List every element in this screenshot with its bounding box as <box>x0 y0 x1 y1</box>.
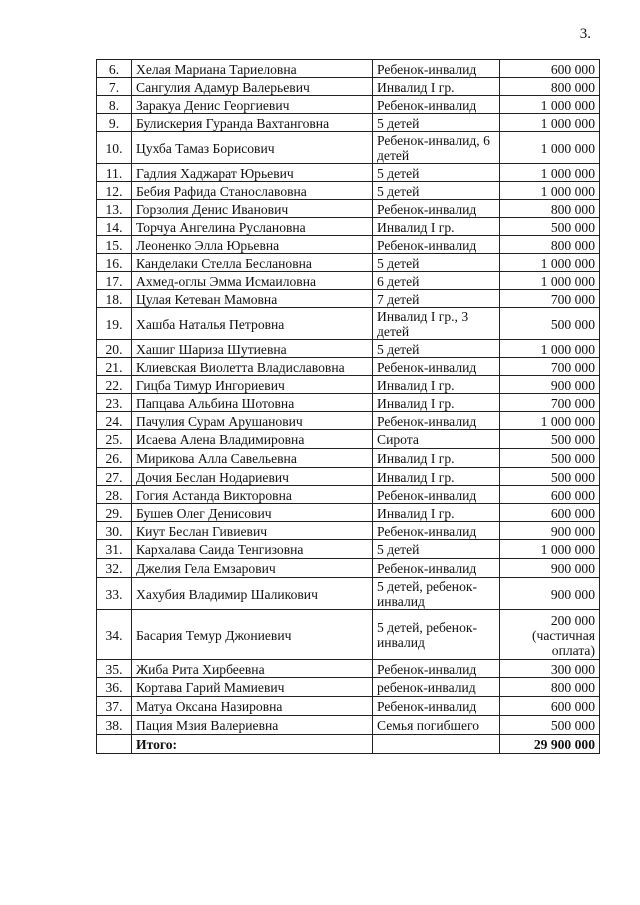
recipient-category: 5 детей <box>373 540 500 559</box>
total-empty-cell <box>373 735 500 754</box>
payment-amount: 1 000 000 <box>500 540 600 559</box>
page-number: 3. <box>579 26 591 42</box>
recipient-name: Джелия Гела Емзарович <box>132 559 373 578</box>
row-number: 27. <box>97 468 132 486</box>
row-number: 21. <box>97 358 132 376</box>
recipient-name: Киут Беслан Гивиевич <box>132 522 373 540</box>
recipient-name: Бушев Олег Денисович <box>132 504 373 522</box>
payment-amount: 1 000 000 <box>500 96 600 114</box>
recipient-category: 5 детей, ребенок-инвалид <box>373 578 500 610</box>
table-row <box>97 114 600 132</box>
recipient-name: Мирикова Алла Савельевна <box>132 449 373 468</box>
recipient-category: 5 детей <box>373 254 500 272</box>
table-row <box>97 60 600 78</box>
recipient-category: Ребенок-инвалид <box>373 697 500 716</box>
recipient-category: 6 детей <box>373 272 500 290</box>
table-row <box>97 254 600 272</box>
recipient-category: Семья погибшего <box>373 716 500 735</box>
recipient-category: Инвалид I гр. <box>373 468 500 486</box>
row-number: 34. <box>97 610 132 660</box>
payment-amount: 200 000 (частичная оплата) <box>500 610 600 660</box>
table-row <box>97 164 600 182</box>
recipient-name: Пация Мзия Валериевна <box>132 716 373 735</box>
recipient-category: 5 детей, ребенок-инвалид <box>373 610 500 660</box>
payment-amount: 1 000 000 <box>500 114 600 132</box>
table-row <box>97 697 600 716</box>
recipient-category: Инвалид I гр. <box>373 394 500 412</box>
row-number: 10. <box>97 132 132 164</box>
recipient-name: Хашиг Шариза Шутиевна <box>132 340 373 358</box>
row-number: 20. <box>97 340 132 358</box>
table-row <box>97 308 600 340</box>
total-amount: 29 900 000 <box>500 735 600 754</box>
table-row <box>97 78 600 96</box>
recipient-category: Ребенок-инвалид <box>373 522 500 540</box>
recipient-category: Ребенок-инвалид <box>373 358 500 376</box>
payment-amount: 500 000 <box>500 468 600 486</box>
payment-amount: 1 000 000 <box>500 412 600 430</box>
row-number: 32. <box>97 559 132 578</box>
payment-amount: 800 000 <box>500 78 600 96</box>
recipient-category: Ребенок-инвалид <box>373 60 500 78</box>
table-row <box>97 96 600 114</box>
recipient-category: 5 детей <box>373 114 500 132</box>
table-row <box>97 340 600 358</box>
total-empty-cell <box>97 735 132 754</box>
row-number: 16. <box>97 254 132 272</box>
recipient-name: Цухба Тамаз Борисович <box>132 132 373 164</box>
row-number: 37. <box>97 697 132 716</box>
recipient-name: Гадлия Хаджарат Юрьевич <box>132 164 373 182</box>
payment-amount: 800 000 <box>500 200 600 218</box>
table-row <box>97 218 600 236</box>
payment-amount: 1 000 000 <box>500 164 600 182</box>
table-row <box>97 522 600 540</box>
recipient-name: Булискерия Гуранда Вахтанговна <box>132 114 373 132</box>
row-number: 18. <box>97 290 132 308</box>
row-number: 38. <box>97 716 132 735</box>
recipient-category: 5 детей <box>373 340 500 358</box>
recipient-name: Горзолия Денис Иванович <box>132 200 373 218</box>
payment-amount: 900 000 <box>500 578 600 610</box>
table-row <box>97 376 600 394</box>
payment-amount: 700 000 <box>500 358 600 376</box>
row-number: 17. <box>97 272 132 290</box>
recipient-name: Папцава Альбина Шотовна <box>132 394 373 412</box>
recipient-name: Басария Темур Джониевич <box>132 610 373 660</box>
table-row <box>97 358 600 376</box>
recipient-category: Ребенок-инвалид <box>373 412 500 430</box>
recipient-category: 7 детей <box>373 290 500 308</box>
recipient-category: Ребенок-инвалид, 6 детей <box>373 132 500 164</box>
recipient-category: Инвалид I гр. <box>373 218 500 236</box>
table-row <box>97 660 600 678</box>
table-row <box>97 430 600 449</box>
recipient-name: Кархалава Саида Тенгизовна <box>132 540 373 559</box>
recipient-category: 5 детей <box>373 164 500 182</box>
recipient-category: Ребенок-инвалид <box>373 236 500 254</box>
total-row <box>97 735 600 754</box>
row-number: 14. <box>97 218 132 236</box>
row-number: 19. <box>97 308 132 340</box>
recipient-name: Цулая Кетеван Мамовна <box>132 290 373 308</box>
recipient-category: Ребенок-инвалид <box>373 660 500 678</box>
payment-amount: 600 000 <box>500 697 600 716</box>
table-row <box>97 272 600 290</box>
row-number: 33. <box>97 578 132 610</box>
row-number: 11. <box>97 164 132 182</box>
row-number: 29. <box>97 504 132 522</box>
recipient-category: 5 детей <box>373 182 500 200</box>
payment-amount: 800 000 <box>500 236 600 254</box>
row-number: 22. <box>97 376 132 394</box>
recipient-category: Ребенок-инвалид <box>373 486 500 504</box>
table-row <box>97 132 600 164</box>
recipient-name: Жиба Рита Хирбеевна <box>132 660 373 678</box>
table-row <box>97 236 600 254</box>
table-row <box>97 468 600 486</box>
payment-amount: 900 000 <box>500 559 600 578</box>
recipient-category: Сирота <box>373 430 500 449</box>
recipient-name: Сангулия Адамур Валерьевич <box>132 78 373 96</box>
payment-amount: 700 000 <box>500 394 600 412</box>
recipient-name: Гицба Тимур Ингориевич <box>132 376 373 394</box>
recipient-name: Хашба Наталья Петровна <box>132 308 373 340</box>
table-row <box>97 394 600 412</box>
recipient-category: Ребенок-инвалид <box>373 200 500 218</box>
row-number: 13. <box>97 200 132 218</box>
recipient-name: Леоненко Элла Юрьевна <box>132 236 373 254</box>
recipient-name: Ахмед-оглы Эмма Исмаиловна <box>132 272 373 290</box>
recipient-category: Инвалид I гр. <box>373 78 500 96</box>
table-row <box>97 559 600 578</box>
total-label: Итого: <box>132 735 373 754</box>
table-body <box>97 60 600 754</box>
table-row <box>97 610 600 660</box>
table-row <box>97 486 600 504</box>
payment-amount: 600 000 <box>500 486 600 504</box>
payment-amount: 900 000 <box>500 376 600 394</box>
payment-amount: 600 000 <box>500 504 600 522</box>
table-row <box>97 540 600 559</box>
row-number: 8. <box>97 96 132 114</box>
payment-amount: 1 000 000 <box>500 132 600 164</box>
recipient-name: Канделаки Стелла Беслановна <box>132 254 373 272</box>
row-number: 7. <box>97 78 132 96</box>
payment-amount: 800 000 <box>500 678 600 697</box>
table-row <box>97 412 600 430</box>
recipient-name: Хахубия Владимир Шаликович <box>132 578 373 610</box>
recipients-table <box>96 59 600 754</box>
recipient-category: ребенок-инвалид <box>373 678 500 697</box>
payment-amount: 600 000 <box>500 60 600 78</box>
recipient-name: Торчуа Ангелина Руслановна <box>132 218 373 236</box>
payment-amount: 700 000 <box>500 290 600 308</box>
recipient-name: Клиевская Виолетта Владиславовна <box>132 358 373 376</box>
row-number: 23. <box>97 394 132 412</box>
recipient-category: Ребенок-инвалид <box>373 96 500 114</box>
row-number: 31. <box>97 540 132 559</box>
payment-amount: 300 000 <box>500 660 600 678</box>
table-row <box>97 504 600 522</box>
table-row <box>97 290 600 308</box>
payment-amount: 500 000 <box>500 716 600 735</box>
row-number: 30. <box>97 522 132 540</box>
row-number: 9. <box>97 114 132 132</box>
recipient-name: Пачулия Сурам Арушанович <box>132 412 373 430</box>
recipient-name: Гогия Астанда Викторовна <box>132 486 373 504</box>
recipient-category: Инвалид I гр. <box>373 376 500 394</box>
table-row <box>97 678 600 697</box>
payment-amount: 1 000 000 <box>500 254 600 272</box>
recipient-category: Инвалид I гр. <box>373 449 500 468</box>
row-number: 25. <box>97 430 132 449</box>
recipient-category: Инвалид I гр. <box>373 504 500 522</box>
table-row <box>97 578 600 610</box>
recipient-name: Матуа Оксана Назировна <box>132 697 373 716</box>
row-number: 26. <box>97 449 132 468</box>
payment-amount: 500 000 <box>500 449 600 468</box>
row-number: 28. <box>97 486 132 504</box>
table-row <box>97 716 600 735</box>
table-row <box>97 200 600 218</box>
row-number: 35. <box>97 660 132 678</box>
recipient-name: Дочия Беслан Нодариевич <box>132 468 373 486</box>
recipient-name: Кортава Гарий Мамиевич <box>132 678 373 697</box>
recipient-name: Заракуа Денис Георгиевич <box>132 96 373 114</box>
recipient-name: Исаева Алена Владимировна <box>132 430 373 449</box>
row-number: 15. <box>97 236 132 254</box>
payment-amount: 500 000 <box>500 430 600 449</box>
recipient-name: Бебия Рафида Станославовна <box>132 182 373 200</box>
row-number: 12. <box>97 182 132 200</box>
row-number: 24. <box>97 412 132 430</box>
row-number: 6. <box>97 60 132 78</box>
recipient-category: Ребенок-инвалид <box>373 559 500 578</box>
recipient-name: Хелая Мариана Тариеловна <box>132 60 373 78</box>
recipient-category: Инвалид I гр., 3 детей <box>373 308 500 340</box>
table-row <box>97 182 600 200</box>
payment-amount: 500 000 <box>500 308 600 340</box>
payment-amount: 500 000 <box>500 218 600 236</box>
payment-amount: 900 000 <box>500 522 600 540</box>
payment-amount: 1 000 000 <box>500 272 600 290</box>
table-row <box>97 449 600 468</box>
payment-amount: 1 000 000 <box>500 182 600 200</box>
row-number: 36. <box>97 678 132 697</box>
payment-amount: 1 000 000 <box>500 340 600 358</box>
